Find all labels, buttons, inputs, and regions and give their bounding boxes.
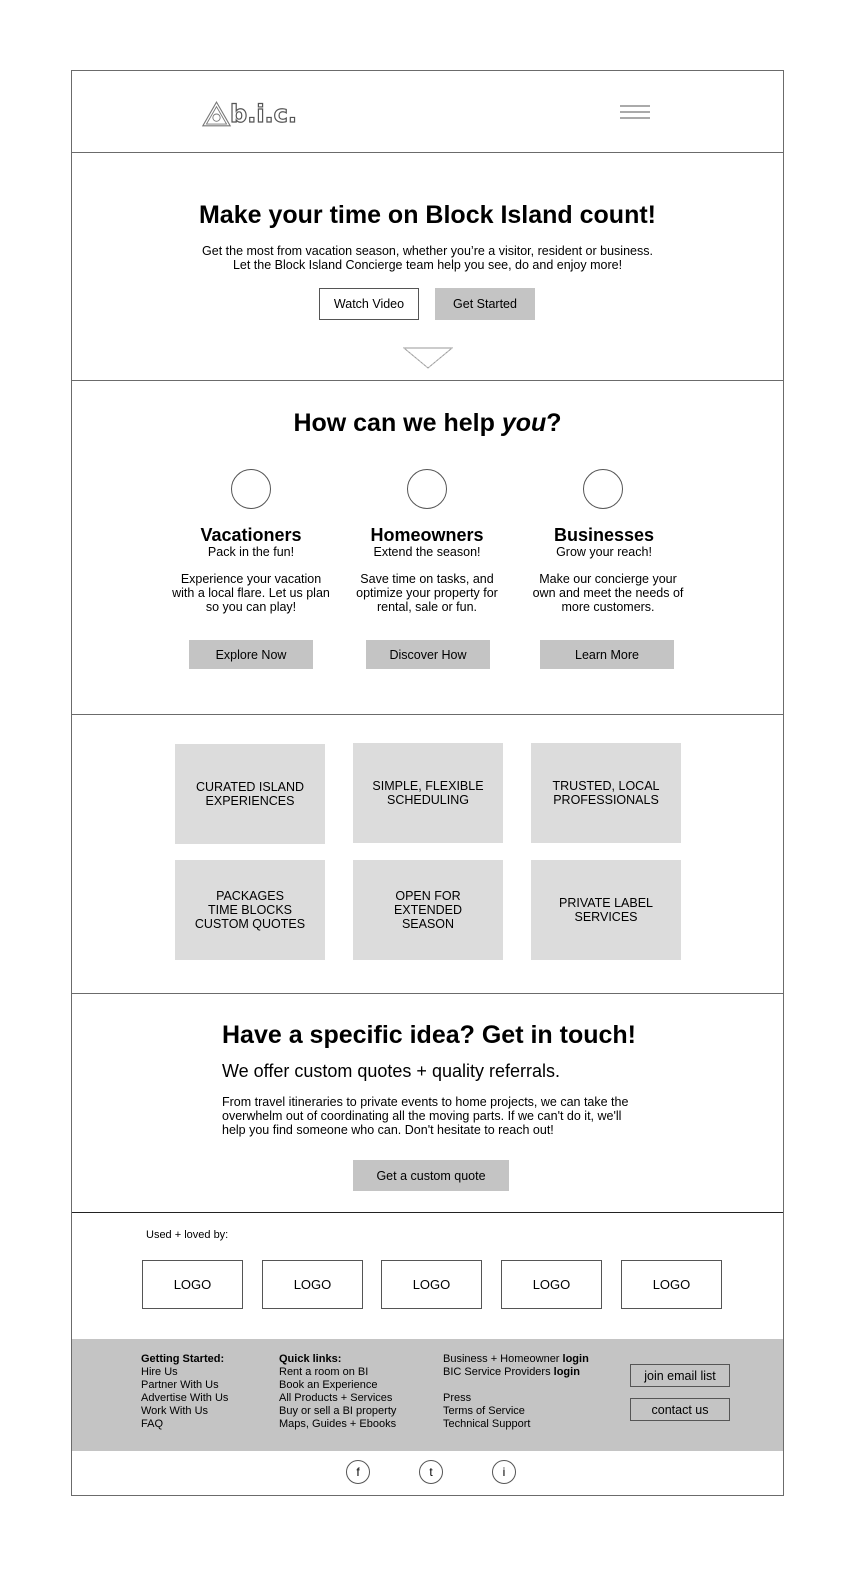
homeowners-tagline: Extend the season!: [373, 545, 481, 559]
partner-logo[interactable]: LOGO: [262, 1260, 363, 1309]
partner-logo[interactable]: LOGO: [381, 1260, 482, 1309]
businesses-icon: [583, 469, 623, 509]
discover-how-button[interactable]: Discover How: [366, 640, 490, 669]
footer-link-faq[interactable]: FAQ: [141, 1418, 164, 1430]
hamburger-icon[interactable]: [620, 105, 650, 125]
feature-tile: SIMPLE, FLEXIBLE SCHEDULING: [353, 743, 503, 843]
vacationers-title: Vacationers: [200, 525, 302, 545]
homeowners-icon: [407, 469, 447, 509]
logo-triangle-icon: [201, 99, 232, 129]
footer-link-book-experience[interactable]: Book an Experience: [279, 1379, 378, 1391]
footer-getting-started: [141, 1353, 228, 1431]
homeowner-login-link[interactable]: [443, 1353, 589, 1366]
partner-logo[interactable]: LOGO: [621, 1260, 722, 1309]
contact-us-button[interactable]: contact us: [630, 1398, 730, 1421]
footer-link-property[interactable]: Buy or sell a BI property: [279, 1405, 397, 1417]
provider-login-link[interactable]: [443, 1366, 589, 1379]
footer-link-work[interactable]: Work With Us: [141, 1405, 209, 1417]
triangle-down-icon[interactable]: [403, 347, 453, 369]
feature-tile: PRIVATE LABEL SERVICES: [531, 860, 681, 960]
businesses-tagline: Grow your reach!: [556, 545, 652, 559]
feature-tile: CURATED ISLAND EXPERIENCES: [175, 744, 325, 844]
homeowners-description: Save time on tasks, and optimize your property for rental, sale or fun.: [356, 572, 498, 614]
partner-logo[interactable]: LOGO: [142, 1260, 243, 1309]
watch-video-button[interactable]: Watch Video: [319, 288, 419, 320]
explore-now-button[interactable]: Explore Now: [189, 640, 313, 669]
help-title-end: ?: [546, 409, 562, 437]
footer: [72, 1339, 783, 1451]
page-frame: [71, 70, 784, 1496]
used-by-label: Used + loved by:: [146, 1229, 229, 1241]
homeowners-title: Homeowners: [370, 525, 484, 545]
login-bold: login: [553, 1366, 580, 1378]
hero-title: Make your time on Block Island count!: [198, 201, 657, 229]
footer-link-support[interactable]: Technical Support: [443, 1418, 531, 1430]
login-bold: login: [562, 1353, 589, 1365]
facebook-icon[interactable]: f: [346, 1460, 370, 1484]
vacationers-description: Experience your vacation with a local flare. Let us plan so you can play!: [172, 572, 330, 614]
feature-tile: TRUSTED, LOCAL PROFESSIONALS: [531, 743, 681, 843]
footer-link-advertise[interactable]: Advertise With Us: [141, 1392, 229, 1404]
contact-body: From travel itineraries to private events to home projects, we can take the overwhelm out of coordinating all the moving parts. If we can't do it, we'll help you find someone who can. Don't hesitate to reach out!: [222, 1095, 629, 1137]
help-title-part: How can we help: [293, 409, 502, 437]
login-prefix: Business + Homeowner: [443, 1353, 563, 1365]
header: [72, 71, 783, 153]
footer-login-links: [443, 1353, 589, 1431]
businesses-title: Businesses: [553, 525, 655, 545]
help-title: [72, 409, 783, 438]
help-title-emphasis: you: [501, 409, 547, 437]
footer-link-press[interactable]: Press: [443, 1392, 472, 1404]
contact-title: Have a specific idea? Get in touch!: [222, 1021, 637, 1049]
instagram-icon[interactable]: i: [492, 1460, 516, 1484]
hero-line-1: Get the most from vacation season, whether you’re a visitor, resident or business.: [202, 244, 653, 258]
footer-link-rent-room[interactable]: Rent a room on BI: [279, 1366, 369, 1378]
hero-line-2: Let the Block Island Concierge team help you see, do and enjoy more!: [232, 258, 623, 272]
footer-link-partner[interactable]: Partner With Us: [141, 1379, 219, 1391]
footer-heading: Quick links:: [279, 1353, 342, 1365]
partner-logo[interactable]: LOGO: [501, 1260, 602, 1309]
footer-link-hire-us[interactable]: Hire Us: [141, 1366, 178, 1378]
get-started-button[interactable]: Get Started: [435, 288, 535, 320]
vacationers-tagline: Pack in the fun!: [207, 545, 295, 559]
vacationers-icon: [231, 469, 271, 509]
contact-subtitle: We offer custom quotes + quality referrals.: [222, 1061, 560, 1081]
logo[interactable]: [201, 98, 297, 130]
footer-heading: Getting Started:: [141, 1353, 225, 1365]
logo-text: b.i.c.: [230, 100, 297, 128]
footer-link-all-products[interactable]: All Products + Services: [279, 1392, 393, 1404]
businesses-description: Make our concierge your own and meet the needs of more customers.: [532, 572, 684, 614]
custom-quote-button[interactable]: Get a custom quote: [353, 1160, 509, 1191]
footer-quick-links: [279, 1353, 396, 1431]
footer-link-terms[interactable]: Terms of Service: [443, 1405, 525, 1417]
feature-tile: OPEN FOR EXTENDED SEASON: [353, 860, 503, 960]
learn-more-button[interactable]: Learn More: [540, 640, 674, 669]
twitter-icon[interactable]: t: [419, 1460, 443, 1484]
login-prefix: BIC Service Providers: [443, 1366, 554, 1378]
footer-link-maps[interactable]: Maps, Guides + Ebooks: [279, 1418, 397, 1430]
feature-tile: PACKAGES TIME BLOCKS CUSTOM QUOTES: [175, 860, 325, 960]
join-email-list-button[interactable]: join email list: [630, 1364, 730, 1387]
